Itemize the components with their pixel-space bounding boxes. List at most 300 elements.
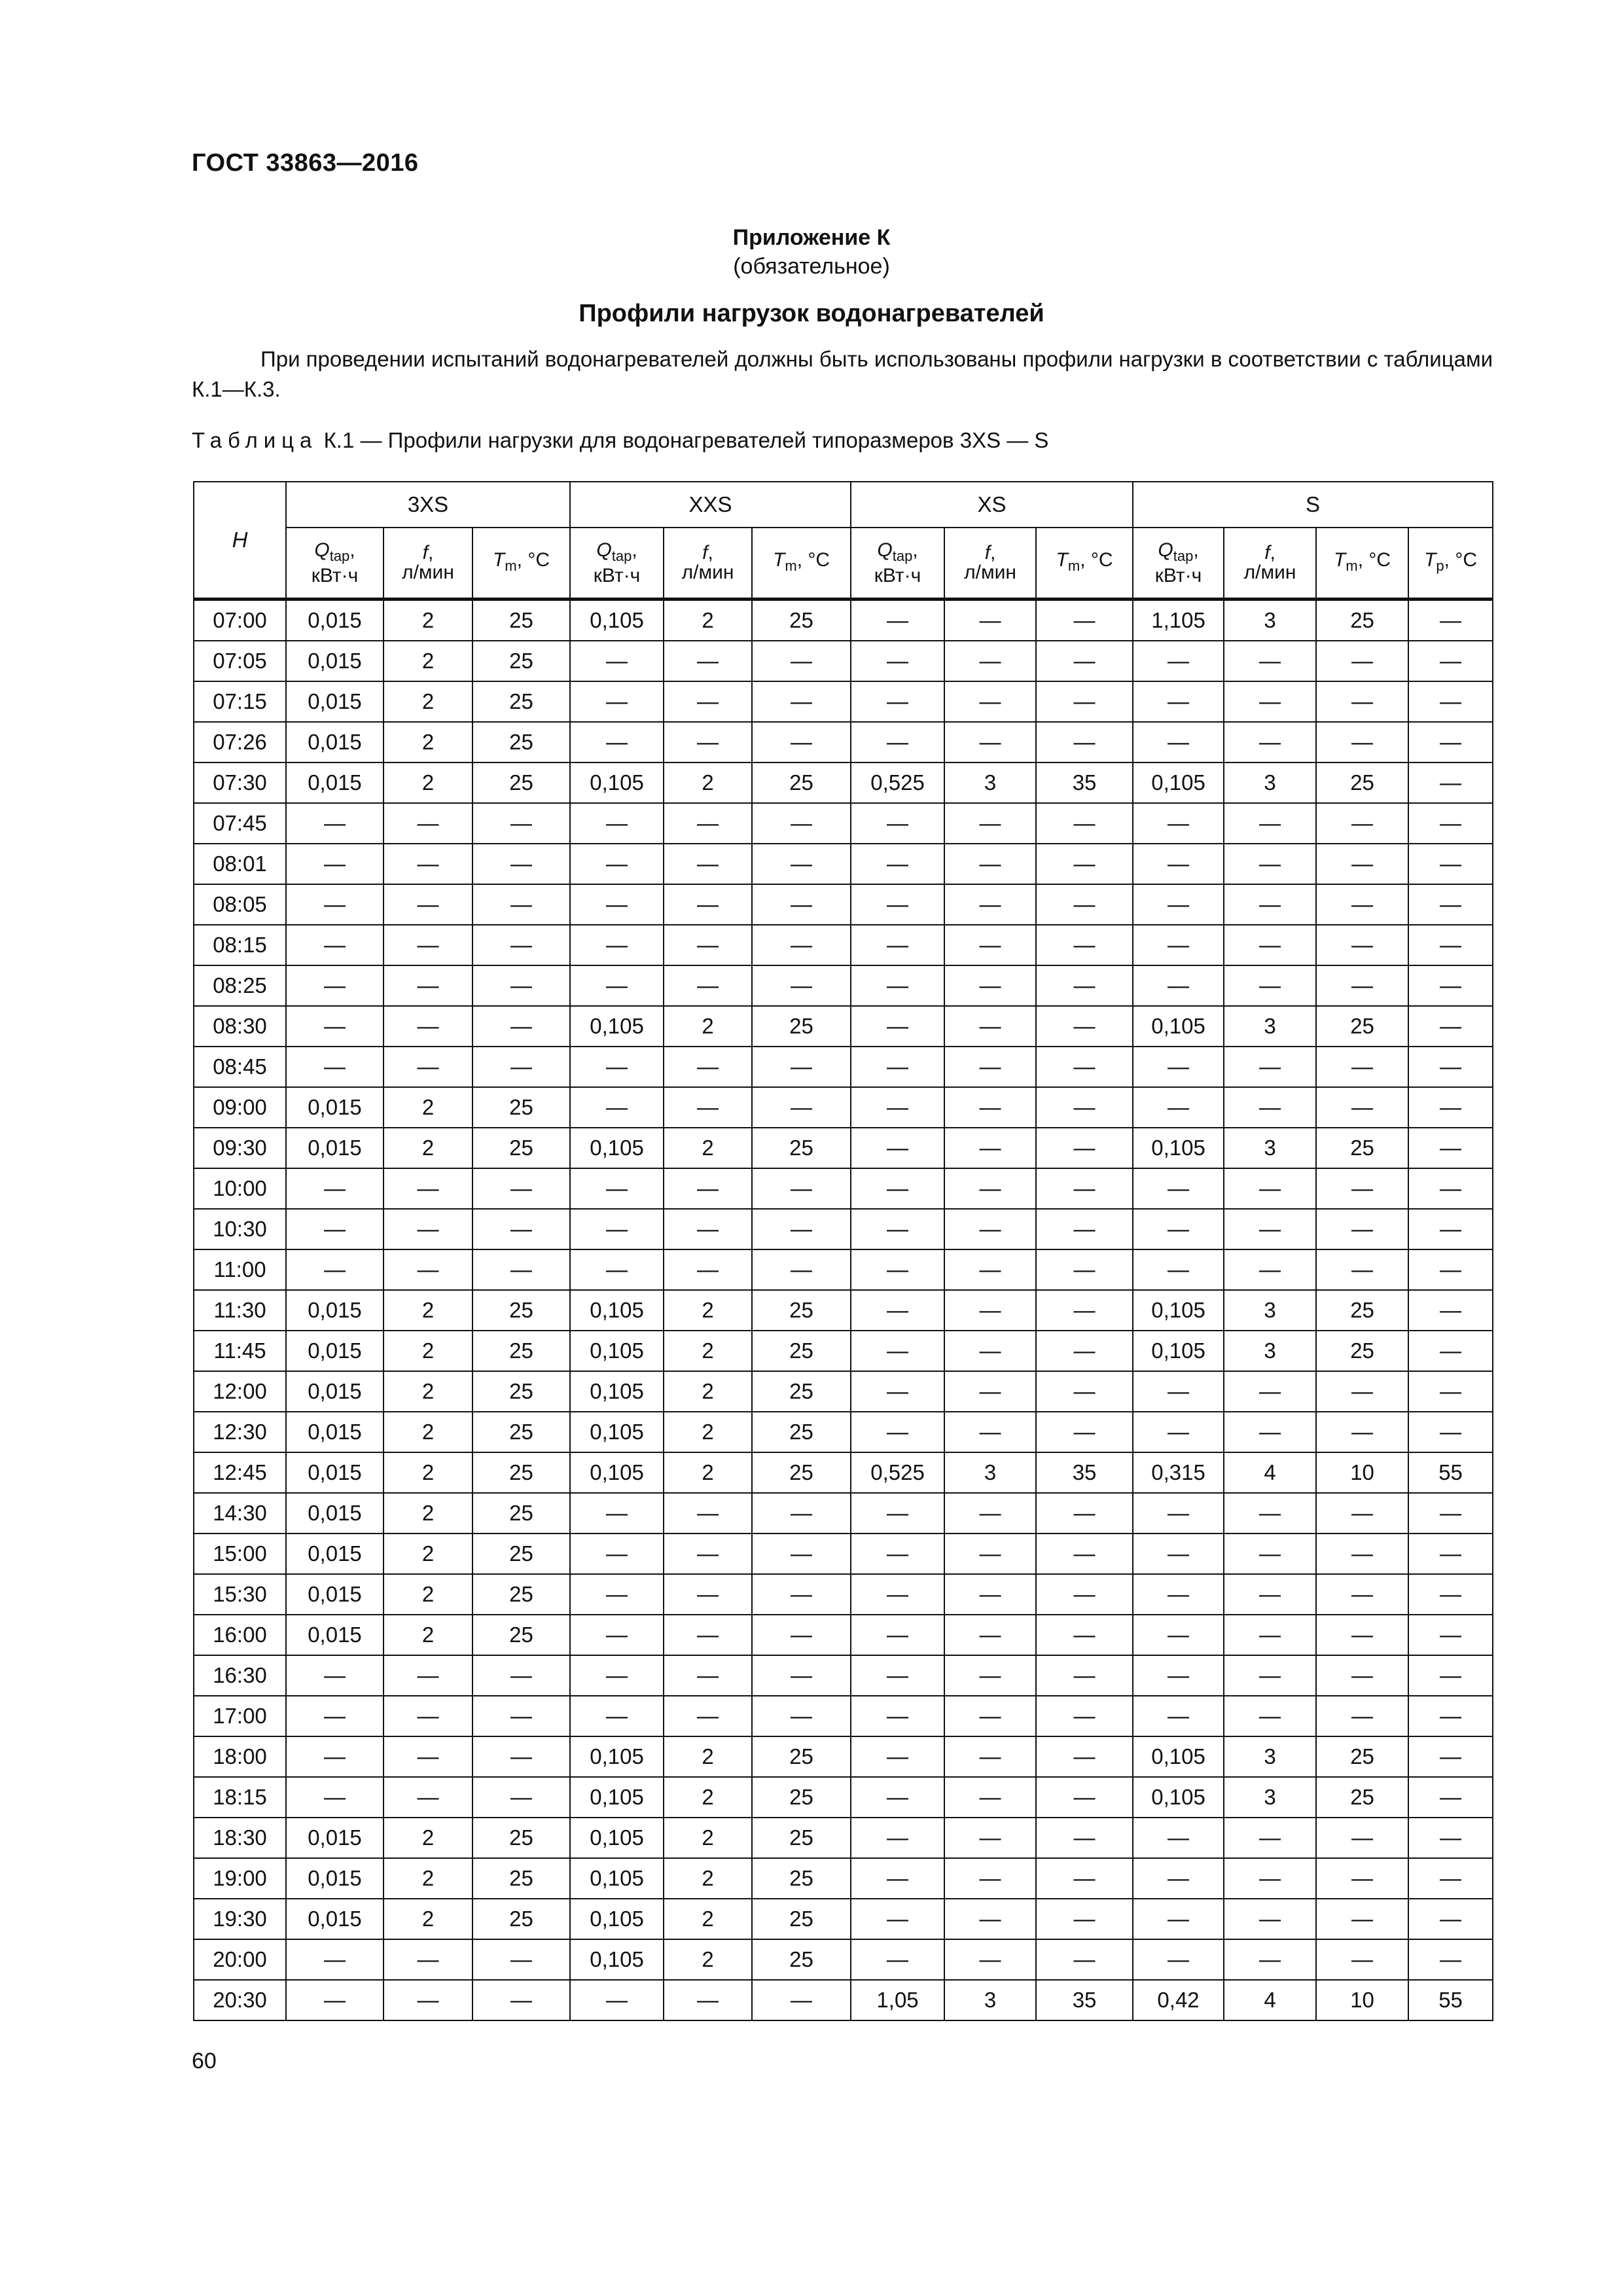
value-cell: 2: [383, 762, 473, 803]
value-cell: —: [1036, 1087, 1133, 1128]
time-cell: 19:30: [194, 1899, 286, 1939]
value-cell: —: [944, 1534, 1036, 1574]
value-cell: 25: [473, 722, 570, 762]
value-cell: —: [1408, 681, 1493, 722]
value-cell: 2: [383, 1493, 473, 1534]
value-cell: —: [752, 1980, 851, 2020]
value-cell: —: [944, 1574, 1036, 1615]
value-cell: —: [944, 1615, 1036, 1655]
page-number: 60: [192, 2049, 217, 2073]
value-cell: —: [664, 1574, 752, 1615]
value-cell: —: [1316, 1818, 1408, 1858]
value-cell: —: [570, 722, 664, 762]
value-cell: 0,015: [286, 1534, 383, 1574]
value-cell: —: [944, 1290, 1036, 1331]
table-row: [194, 1899, 1493, 1939]
value-cell: —: [286, 844, 383, 884]
value-cell: —: [664, 803, 752, 844]
value-cell: —: [664, 1534, 752, 1574]
value-cell: 2: [383, 681, 473, 722]
value-cell: —: [944, 1128, 1036, 1168]
table-row: [194, 722, 1493, 762]
value-cell: 25: [752, 600, 851, 641]
value-cell: —: [286, 1209, 383, 1249]
value-cell: —: [944, 803, 1036, 844]
value-cell: —: [570, 1168, 664, 1209]
value-cell: —: [851, 1574, 944, 1615]
value-cell: 2: [664, 1777, 752, 1818]
value-cell: —: [1316, 681, 1408, 722]
time-cell: 11:30: [194, 1290, 286, 1331]
time-cell: 16:30: [194, 1655, 286, 1696]
h-column-header: H: [194, 482, 286, 600]
value-cell: —: [1133, 1899, 1224, 1939]
value-cell: —: [1036, 1818, 1133, 1858]
value-cell: 0,015: [286, 1858, 383, 1899]
value-cell: —: [851, 1087, 944, 1128]
value-cell: 0,015: [286, 1371, 383, 1412]
value-cell: —: [1133, 1493, 1224, 1534]
value-cell: —: [1036, 1899, 1133, 1939]
document-number: ГОСТ 33863—2016: [192, 149, 419, 177]
sub-header-tm: $T_m$, °C: [752, 528, 851, 600]
value-cell: 25: [752, 1006, 851, 1047]
value-cell: 0,105: [570, 1939, 664, 1980]
value-cell: —: [944, 641, 1036, 681]
value-cell: —: [851, 1290, 944, 1331]
table-row: [194, 1047, 1493, 1087]
value-cell: 2: [664, 1006, 752, 1047]
value-cell: 2: [664, 600, 752, 641]
value-cell: 0,105: [1133, 1331, 1224, 1371]
table-row: [194, 1209, 1493, 1249]
time-cell: 18:15: [194, 1777, 286, 1818]
value-cell: —: [1408, 1655, 1493, 1696]
value-cell: —: [1224, 1209, 1316, 1249]
value-cell: —: [944, 722, 1036, 762]
time-cell: 07:15: [194, 681, 286, 722]
time-cell: 19:00: [194, 1858, 286, 1899]
value-cell: —: [1224, 1574, 1316, 1615]
value-cell: 1,05: [851, 1980, 944, 2020]
value-cell: —: [1036, 1615, 1133, 1655]
value-cell: 0,105: [1133, 1777, 1224, 1818]
value-cell: 25: [752, 1777, 851, 1818]
time-cell: 10:30: [194, 1209, 286, 1249]
value-cell: —: [1133, 1412, 1224, 1452]
value-cell: —: [752, 844, 851, 884]
value-cell: 2: [383, 600, 473, 641]
value-cell: —: [851, 1412, 944, 1452]
value-cell: —: [752, 681, 851, 722]
value-cell: —: [1316, 1655, 1408, 1696]
value-cell: —: [851, 1818, 944, 1858]
value-cell: 25: [1316, 600, 1408, 641]
value-cell: —: [1133, 1818, 1224, 1858]
value-cell: 0,105: [1133, 762, 1224, 803]
time-cell: 16:00: [194, 1615, 286, 1655]
value-cell: —: [944, 965, 1036, 1006]
value-cell: —: [383, 925, 473, 965]
table-row: [194, 1128, 1493, 1168]
value-cell: 25: [752, 1452, 851, 1493]
section-title: Профили нагрузок водонагревателей: [579, 300, 1044, 327]
group-header: XXS: [570, 482, 851, 528]
table-row: [194, 1331, 1493, 1371]
value-cell: —: [752, 1087, 851, 1128]
value-cell: —: [752, 1696, 851, 1736]
value-cell: —: [1133, 722, 1224, 762]
value-cell: —: [664, 722, 752, 762]
value-cell: —: [944, 1858, 1036, 1899]
value-cell: —: [1224, 1493, 1316, 1534]
value-cell: —: [1408, 844, 1493, 884]
value-cell: —: [1408, 1615, 1493, 1655]
value-cell: —: [1224, 1696, 1316, 1736]
table-row: [194, 681, 1493, 722]
value-cell: —: [944, 844, 1036, 884]
value-cell: —: [383, 1006, 473, 1047]
value-cell: 0,015: [286, 722, 383, 762]
value-cell: 25: [473, 641, 570, 681]
value-cell: —: [1408, 925, 1493, 965]
value-cell: —: [1133, 1209, 1224, 1249]
value-cell: —: [1408, 1047, 1493, 1087]
value-cell: —: [473, 1980, 570, 2020]
value-cell: —: [286, 1006, 383, 1047]
value-cell: 3: [1224, 1736, 1316, 1777]
time-cell: 15:00: [194, 1534, 286, 1574]
value-cell: —: [1036, 1493, 1133, 1534]
sub-header-f: f, л/мин: [383, 528, 473, 600]
value-cell: 0,105: [570, 1818, 664, 1858]
value-cell: —: [1316, 1412, 1408, 1452]
value-cell: —: [1036, 1290, 1133, 1331]
table-row: [194, 803, 1493, 844]
sub-header-f: f, л/мин: [944, 528, 1036, 600]
value-cell: —: [944, 1939, 1036, 1980]
value-cell: 0,015: [286, 641, 383, 681]
value-cell: —: [570, 965, 664, 1006]
value-cell: —: [1133, 1655, 1224, 1696]
value-cell: —: [1133, 965, 1224, 1006]
value-cell: 3: [944, 1980, 1036, 2020]
time-cell: 07:30: [194, 762, 286, 803]
value-cell: —: [944, 884, 1036, 925]
value-cell: 25: [473, 1899, 570, 1939]
table-row: [194, 1980, 1493, 2020]
value-cell: 25: [752, 1412, 851, 1452]
value-cell: 4: [1224, 1452, 1316, 1493]
value-cell: —: [752, 1047, 851, 1087]
value-cell: —: [1036, 1047, 1133, 1087]
time-cell: 20:00: [194, 1939, 286, 1980]
value-cell: 25: [473, 1574, 570, 1615]
value-cell: 2: [383, 1290, 473, 1331]
table-caption-label: Таблица: [192, 428, 318, 452]
value-cell: —: [944, 1249, 1036, 1290]
time-cell: 12:45: [194, 1452, 286, 1493]
sub-header-q: $Q_{tap}$, кВт·ч: [286, 528, 383, 600]
time-cell: 08:45: [194, 1047, 286, 1087]
value-cell: 2: [664, 1128, 752, 1168]
value-cell: 25: [473, 1290, 570, 1331]
value-cell: —: [1408, 1412, 1493, 1452]
value-cell: —: [570, 1696, 664, 1736]
value-cell: —: [851, 1534, 944, 1574]
value-cell: —: [1036, 1858, 1133, 1899]
value-cell: —: [286, 925, 383, 965]
value-cell: 25: [752, 1736, 851, 1777]
value-cell: —: [851, 1858, 944, 1899]
table-row: [194, 1452, 1493, 1493]
value-cell: 2: [383, 641, 473, 681]
value-cell: 2: [664, 1371, 752, 1412]
value-cell: —: [851, 1736, 944, 1777]
value-cell: —: [752, 1615, 851, 1655]
value-cell: 2: [664, 1412, 752, 1452]
value-cell: —: [1133, 1615, 1224, 1655]
value-cell: 0,015: [286, 1899, 383, 1939]
time-cell: 07:26: [194, 722, 286, 762]
value-cell: 2: [383, 1574, 473, 1615]
group-header-row: [194, 482, 1493, 528]
value-cell: —: [1224, 1899, 1316, 1939]
value-cell: 0,015: [286, 1615, 383, 1655]
value-cell: 0,105: [570, 1777, 664, 1818]
value-cell: —: [1133, 1047, 1224, 1087]
value-cell: 3: [1224, 1777, 1316, 1818]
value-cell: —: [1408, 803, 1493, 844]
value-cell: 25: [1316, 1006, 1408, 1047]
value-cell: 3: [1224, 600, 1316, 641]
value-cell: —: [664, 1615, 752, 1655]
value-cell: 0,015: [286, 681, 383, 722]
value-cell: —: [1036, 1655, 1133, 1696]
value-cell: 25: [473, 1412, 570, 1452]
value-cell: —: [1408, 1290, 1493, 1331]
value-cell: —: [664, 1655, 752, 1696]
value-cell: —: [570, 1534, 664, 1574]
value-cell: —: [1408, 1006, 1493, 1047]
value-cell: —: [752, 722, 851, 762]
value-cell: —: [851, 884, 944, 925]
value-cell: 25: [1316, 1777, 1408, 1818]
value-cell: —: [1316, 1534, 1408, 1574]
value-cell: 2: [664, 1290, 752, 1331]
value-cell: —: [1036, 1168, 1133, 1209]
value-cell: —: [1133, 681, 1224, 722]
value-cell: —: [1036, 1736, 1133, 1777]
value-cell: —: [1224, 1168, 1316, 1209]
table-row: [194, 1655, 1493, 1696]
value-cell: 0,015: [286, 1412, 383, 1452]
value-cell: —: [286, 965, 383, 1006]
value-cell: 25: [473, 1128, 570, 1168]
value-cell: —: [473, 1209, 570, 1249]
value-cell: —: [383, 1655, 473, 1696]
value-cell: —: [1133, 844, 1224, 884]
value-cell: —: [570, 1980, 664, 2020]
table-row: [194, 1736, 1493, 1777]
value-cell: 25: [752, 1858, 851, 1899]
time-cell: 08:05: [194, 884, 286, 925]
value-cell: 35: [1036, 1980, 1133, 2020]
value-cell: 2: [383, 1452, 473, 1493]
value-cell: —: [473, 1655, 570, 1696]
table-row: [194, 600, 1493, 641]
value-cell: —: [1408, 1696, 1493, 1736]
value-cell: —: [1408, 1168, 1493, 1209]
value-cell: —: [570, 1249, 664, 1290]
value-cell: —: [1133, 1371, 1224, 1412]
time-cell: 08:25: [194, 965, 286, 1006]
value-cell: —: [752, 1655, 851, 1696]
value-cell: —: [1408, 1209, 1493, 1249]
value-cell: —: [1316, 1858, 1408, 1899]
value-cell: —: [1224, 681, 1316, 722]
value-cell: 25: [1316, 1736, 1408, 1777]
value-cell: —: [1316, 1371, 1408, 1412]
value-cell: —: [383, 884, 473, 925]
value-cell: —: [944, 1087, 1036, 1128]
value-cell: —: [1408, 641, 1493, 681]
value-cell: —: [1316, 884, 1408, 925]
table-row: [194, 1249, 1493, 1290]
value-cell: —: [944, 1412, 1036, 1452]
value-cell: —: [1133, 1939, 1224, 1980]
table-row: [194, 965, 1493, 1006]
value-cell: —: [1036, 965, 1133, 1006]
time-cell: 17:00: [194, 1696, 286, 1736]
value-cell: —: [664, 1047, 752, 1087]
value-cell: —: [1036, 1331, 1133, 1371]
value-cell: —: [752, 641, 851, 681]
value-cell: —: [570, 1615, 664, 1655]
value-cell: —: [1408, 762, 1493, 803]
value-cell: —: [1036, 1574, 1133, 1615]
value-cell: —: [1408, 1371, 1493, 1412]
value-cell: —: [851, 600, 944, 641]
value-cell: 2: [383, 1858, 473, 1899]
value-cell: 3: [1224, 1331, 1316, 1371]
value-cell: —: [1224, 1615, 1316, 1655]
table-row: [194, 1696, 1493, 1736]
value-cell: —: [851, 1128, 944, 1168]
group-header: 3XS: [286, 482, 570, 528]
value-cell: —: [1036, 1777, 1133, 1818]
value-cell: —: [944, 1818, 1036, 1858]
value-cell: —: [1408, 965, 1493, 1006]
value-cell: —: [1036, 641, 1133, 681]
value-cell: 0,015: [286, 1574, 383, 1615]
table-row: [194, 1006, 1493, 1047]
value-cell: —: [1316, 1249, 1408, 1290]
value-cell: 0,015: [286, 600, 383, 641]
time-cell: 20:30: [194, 1980, 286, 2020]
value-cell: —: [752, 1168, 851, 1209]
value-cell: 0,105: [570, 1128, 664, 1168]
table-row: [194, 1858, 1493, 1899]
value-cell: —: [851, 803, 944, 844]
value-cell: —: [851, 722, 944, 762]
value-cell: —: [1408, 1534, 1493, 1574]
value-cell: —: [1316, 1168, 1408, 1209]
value-cell: 0,105: [570, 1736, 664, 1777]
value-cell: 25: [473, 1087, 570, 1128]
value-cell: 25: [473, 1493, 570, 1534]
table-body: [194, 600, 1493, 2021]
value-cell: 3: [1224, 762, 1316, 803]
value-cell: —: [570, 803, 664, 844]
value-cell: —: [1408, 600, 1493, 641]
value-cell: —: [851, 1939, 944, 1980]
value-cell: —: [1316, 844, 1408, 884]
value-cell: 25: [752, 1331, 851, 1371]
value-cell: —: [664, 1696, 752, 1736]
value-cell: —: [664, 1209, 752, 1249]
value-cell: —: [664, 1980, 752, 2020]
value-cell: —: [851, 1493, 944, 1534]
sub-header-tp: $T_p$, °C: [1408, 528, 1493, 600]
time-cell: 08:01: [194, 844, 286, 884]
value-cell: 1,105: [1133, 600, 1224, 641]
value-cell: 0,105: [1133, 1128, 1224, 1168]
value-cell: 25: [473, 600, 570, 641]
value-cell: —: [473, 1249, 570, 1290]
value-cell: 25: [473, 1331, 570, 1371]
table-row: [194, 1939, 1493, 1980]
value-cell: 2: [383, 1818, 473, 1858]
value-cell: —: [570, 1209, 664, 1249]
value-cell: 25: [752, 1939, 851, 1980]
value-cell: 0,015: [286, 1818, 383, 1858]
value-cell: —: [851, 1331, 944, 1371]
time-cell: 07:05: [194, 641, 286, 681]
value-cell: —: [851, 1168, 944, 1209]
value-cell: —: [383, 1939, 473, 1980]
value-cell: —: [851, 1655, 944, 1696]
time-cell: 11:00: [194, 1249, 286, 1290]
value-cell: 0,015: [286, 1128, 383, 1168]
table-row: [194, 641, 1493, 681]
value-cell: —: [1036, 1209, 1133, 1249]
table-row: [194, 1615, 1493, 1655]
value-cell: —: [1224, 1939, 1316, 1980]
value-cell: 25: [1316, 1128, 1408, 1168]
value-cell: —: [851, 1696, 944, 1736]
value-cell: 0,105: [570, 1412, 664, 1452]
value-cell: 25: [473, 1452, 570, 1493]
value-cell: —: [286, 1655, 383, 1696]
time-cell: 08:15: [194, 925, 286, 965]
value-cell: 2: [664, 762, 752, 803]
value-cell: —: [1224, 1818, 1316, 1858]
value-cell: —: [383, 1777, 473, 1818]
value-cell: —: [1224, 1087, 1316, 1128]
value-cell: 25: [473, 1818, 570, 1858]
value-cell: —: [1133, 1696, 1224, 1736]
value-cell: —: [1408, 1818, 1493, 1858]
value-cell: —: [473, 1736, 570, 1777]
value-cell: —: [1133, 803, 1224, 844]
value-cell: —: [1316, 1615, 1408, 1655]
value-cell: 0,015: [286, 1493, 383, 1534]
table-row: [194, 1818, 1493, 1858]
value-cell: —: [570, 1493, 664, 1534]
value-cell: —: [944, 1006, 1036, 1047]
value-cell: 2: [383, 1899, 473, 1939]
